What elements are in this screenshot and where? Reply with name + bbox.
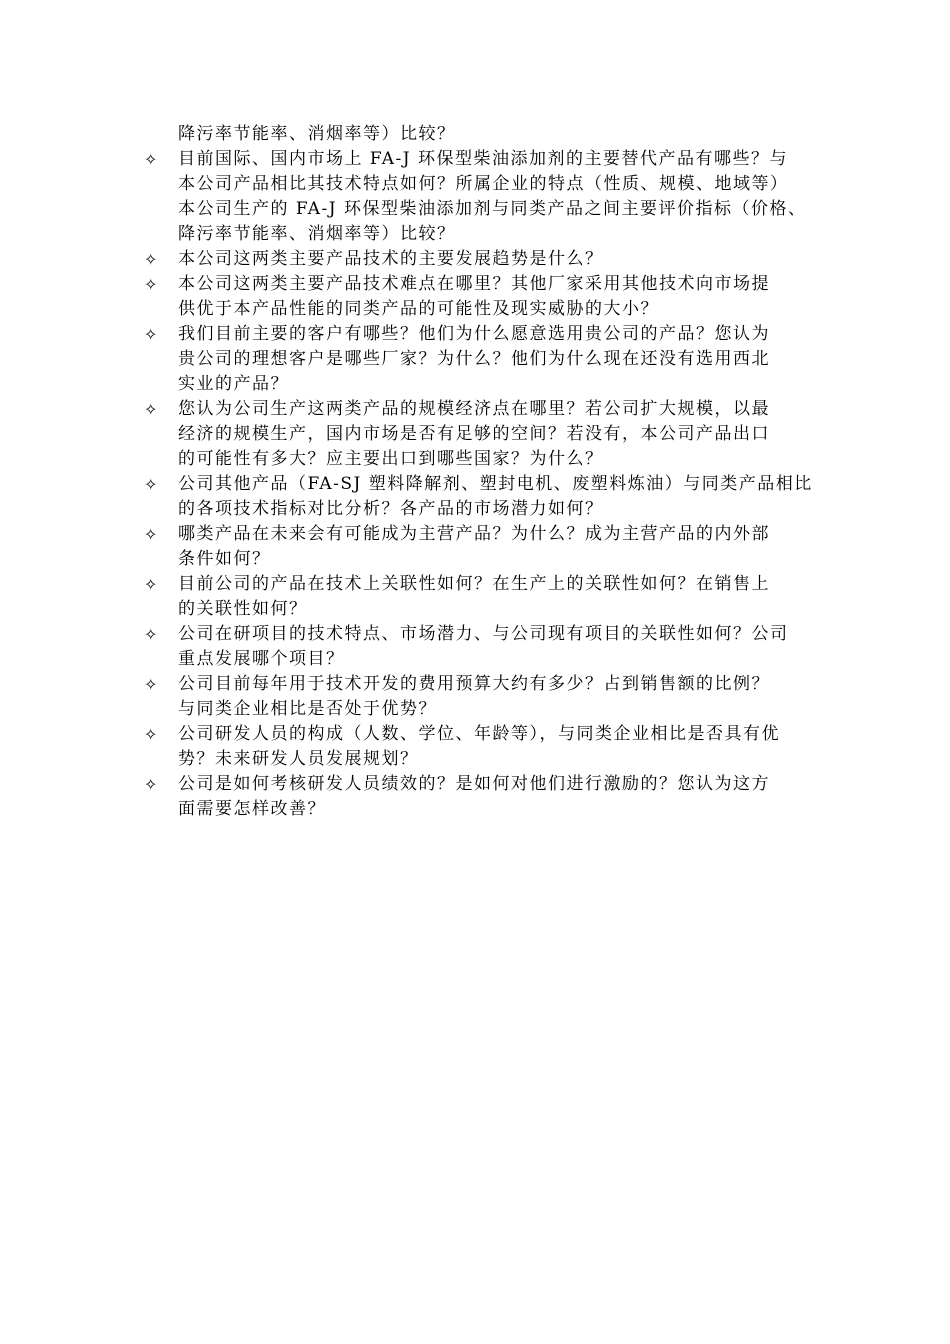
list-item-text <box>178 147 830 247</box>
diamond-bullet-icon: ✧ <box>144 325 158 344</box>
list-item-text <box>178 322 830 397</box>
text-line: 本公司这两类主要产品技术难点在哪里？其他厂家采用其他技术向市场提 <box>178 274 770 294</box>
text-line: 势？未来研发人员发展规划？ <box>178 749 419 769</box>
list-item <box>140 322 830 397</box>
list-item <box>140 722 830 772</box>
list-item-text <box>178 622 830 672</box>
list-item-text <box>178 722 830 772</box>
text-line: 本公司产品相比其技术特点如何？所属企业的特点（性质、规模、地域等） <box>178 174 789 194</box>
diamond-bullet-icon: ✧ <box>144 475 158 494</box>
text-line: 目前公司的产品在技术上关联性如何？在生产上的关联性如何？在销售上 <box>178 574 770 594</box>
list-item <box>140 247 830 272</box>
diamond-bullet-icon: ✧ <box>144 575 158 594</box>
continuation-text: 降污率节能率、消烟率等）比较？ <box>178 124 456 144</box>
list-item-text <box>178 572 830 622</box>
diamond-bullet-icon: ✧ <box>144 525 158 544</box>
diamond-bullet-icon: ✧ <box>144 675 158 694</box>
text-line: 面需要怎样改善？ <box>178 799 326 819</box>
diamond-bullet-icon: ✧ <box>144 150 158 169</box>
text-line: 公司目前每年用于技术开发的费用预算大约有多少？占到销售额的比例？ <box>178 674 770 694</box>
text-line: 供优于本产品性能的同类产品的可能性及现实威胁的大小？ <box>178 299 659 319</box>
list-item <box>140 672 830 722</box>
text-line: 本公司生产的 FA-J 环保型柴油添加剂与同类产品之间主要评价指标（价格、 <box>178 199 807 219</box>
list-item-text <box>178 472 830 522</box>
text-line: 公司研发人员的构成（人数、学位、年龄等），与同类企业相比是否具有优 <box>178 724 780 744</box>
text-line: 贵公司的理想客户是哪些厂家？为什么？他们为什么现在还没有选用西北 <box>178 349 770 369</box>
text-line: 实业的产品？ <box>178 374 289 394</box>
diamond-bullet-icon: ✧ <box>144 625 158 644</box>
text-line: 的各项技术指标对比分析？各产品的市场潜力如何？ <box>178 499 604 519</box>
list-item <box>140 472 830 522</box>
diamond-bullet-icon: ✧ <box>144 400 158 419</box>
text-line: 目前国际、国内市场上 FA-J 环保型柴油添加剂的主要替代产品有哪些？与 <box>178 149 788 169</box>
text-line: 我们目前主要的客户有哪些？他们为什么愿意选用贵公司的产品？您认为 <box>178 324 770 344</box>
text-line: 的关联性如何？ <box>178 599 308 619</box>
text-line: 公司是如何考核研发人员绩效的？是如何对他们进行激励的？您认为这方 <box>178 774 770 794</box>
text-line: 与同类企业相比是否处于优势？ <box>178 699 437 719</box>
text-line: 您认为公司生产这两类产品的规模经济点在哪里？若公司扩大规模，以最 <box>178 399 770 419</box>
list-item <box>140 772 830 822</box>
list-item <box>140 397 830 472</box>
text-line: 公司在研项目的技术特点、市场潜力、与公司现有项目的关联性如何？公司 <box>178 624 789 644</box>
list-item <box>140 147 830 247</box>
text-line: 哪类产品在未来会有可能成为主营产品？为什么？成为主营产品的内外部 <box>178 524 770 544</box>
question-items <box>140 147 830 822</box>
diamond-bullet-icon: ✧ <box>144 250 158 269</box>
list-item <box>140 272 830 322</box>
list-item-text <box>178 522 830 572</box>
text-line: 重点发展哪个项目？ <box>178 649 345 669</box>
list-item <box>140 522 830 572</box>
diamond-bullet-icon: ✧ <box>144 775 158 794</box>
list-item-text <box>178 397 830 472</box>
text-line: 本公司这两类主要产品技术的主要发展趋势是什么？ <box>178 249 604 269</box>
list-item-text <box>178 272 830 322</box>
list-item-text <box>178 672 830 722</box>
question-list <box>140 122 830 822</box>
list-item-text <box>178 247 830 272</box>
text-line: 经济的规模生产，国内市场是否有足够的空间？若没有，本公司产品出口 <box>178 424 770 444</box>
list-item-text <box>178 772 830 822</box>
text-line: 条件如何？ <box>178 549 271 569</box>
diamond-bullet-icon: ✧ <box>144 725 158 744</box>
text-line: 的可能性有多大？应主要出口到哪些国家？为什么？ <box>178 449 604 469</box>
text-line: 公司其他产品（FA-SJ 塑料降解剂、塑封电机、废塑料炼油）与同类产品相比 <box>178 474 813 494</box>
text-line: 降污率节能率、消烟率等）比较？ <box>178 224 456 244</box>
list-item <box>140 572 830 622</box>
list-item <box>140 622 830 672</box>
diamond-bullet-icon: ✧ <box>144 275 158 294</box>
